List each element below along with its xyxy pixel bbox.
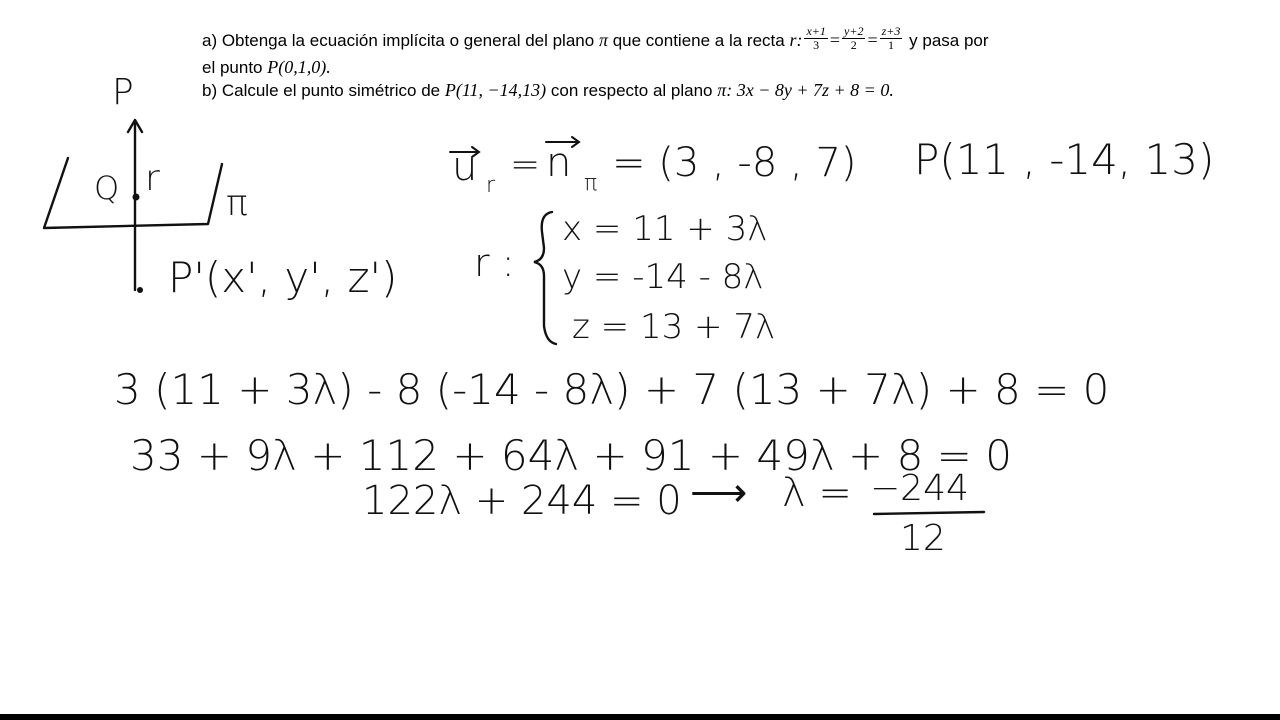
fraction-1-num: x+1 [806,24,826,38]
step-3: 122λ + 244 = 0 [362,478,682,524]
param-y: y = -14 - 8λ [562,257,764,297]
bottom-border [0,714,1280,720]
step-2: 33 + 9λ + 112 + 64λ + 91 + 49λ + 8 = 0 [130,431,1012,480]
diagram-label-r: r [145,158,160,199]
vector-equals: = [510,144,541,185]
problem-a-pi: π [598,29,608,50]
lambda-equals: λ = [782,470,852,516]
diagram-label-pi: π [226,183,248,224]
problem-a-prefix: a) Obtenga la ecuación implícita o general del plano [202,30,595,50]
fraction-3-num: z+3 [881,24,901,38]
plane-outline [44,158,222,228]
problem-a-r: r: [789,29,803,50]
vector-u-sub: r [486,173,496,198]
fraction-2-num: y+2 [844,24,864,38]
vector-n-sub: π [584,171,598,196]
fraction-3-den: 1 [888,38,895,52]
diagram-label-p-prime: P'(x', y', z') [168,253,398,302]
vector-value: = (3 , -8 , 7) [612,140,857,186]
diagram-label-p: P [112,72,134,113]
point-p-prime-dot [137,287,143,293]
equals-2: = [867,29,878,50]
fraction-2-den: 2 [850,38,857,52]
problem-b-plane: π: 3x − 8y + 7z + 8 = 0. [717,80,894,100]
problem-a-mid: que contiene a la recta [612,30,785,50]
param-z: z = 13 + 7λ [572,307,776,347]
problem-line2-point: P(0,1,0). [267,57,331,77]
vector-line [450,137,857,198]
lambda-fraction-bar [874,512,984,514]
parametric-equations [474,209,775,347]
point-p-coords: P(11 , -14, 13) [914,135,1215,184]
equals-1: = [829,29,841,50]
vector-n: n [546,140,572,186]
lambda-numerator: −244 [870,468,969,509]
param-x: x = 11 + 3λ [562,209,768,249]
problem-b-prefix: b) Calcule el punto simétrico de [202,81,441,100]
lambda-denominator: 12 [900,518,946,559]
system-brace [534,212,556,344]
line-r-label: r : [474,241,515,285]
arrow-implies: ⟶ [690,470,748,516]
problem-b-point: P(11, −14,13) [444,80,547,100]
problem-a-suffix: y pasa por [909,30,989,50]
problem-b-mid: con respecto al plano [550,81,713,100]
diagram-label-q: Q [94,169,120,207]
point-q-dot [133,194,140,201]
fraction-1-den: 3 [813,38,820,52]
problem-line2-prefix: el punto [202,58,263,77]
vector-u: u [452,144,478,190]
step-1: 3 (11 + 3λ) - 8 (-14 - 8λ) + 7 (13 + 7λ) + 8 = 0 [114,365,1110,414]
